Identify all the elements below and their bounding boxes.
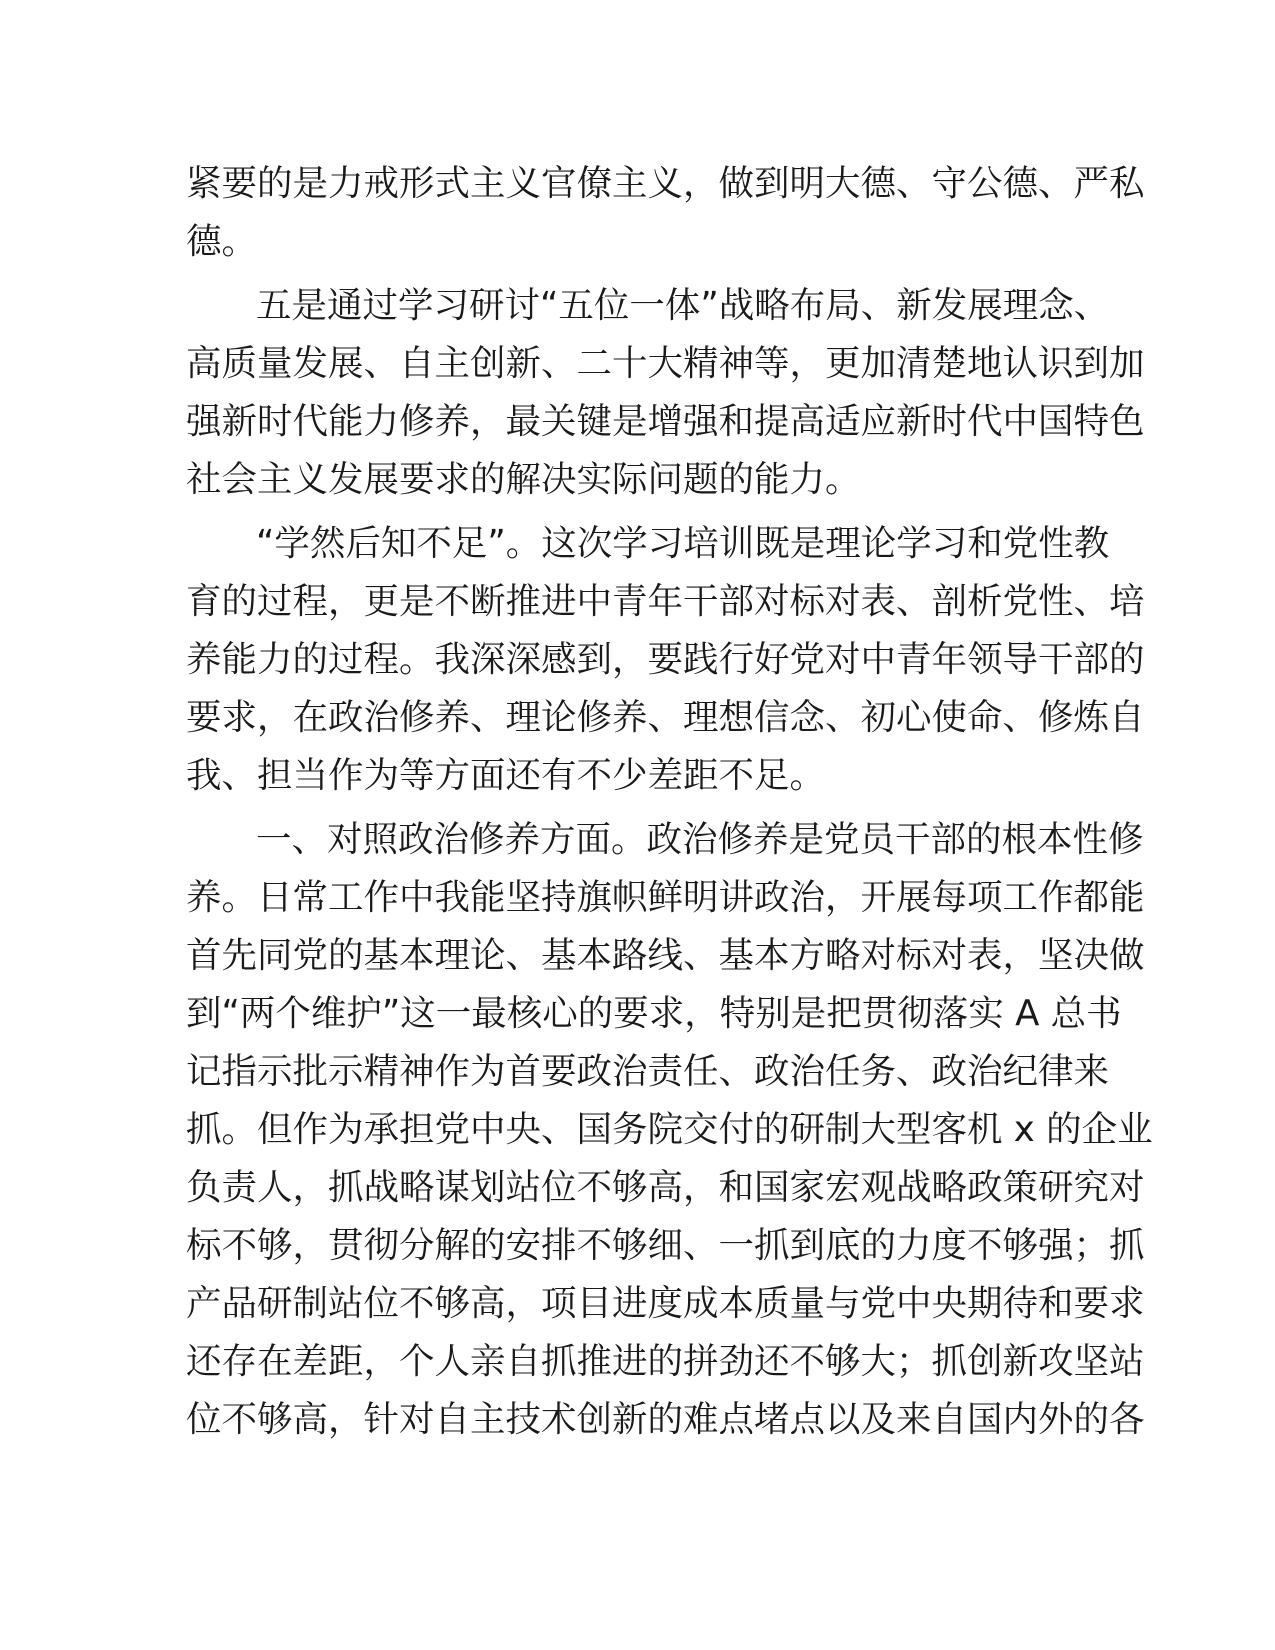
text-line: 社会主义发展要求的解决实际问题的能力。 [186, 459, 861, 500]
text-line: “学然后知不足”。这次学习培训既是理论学习和党性教 [256, 523, 1110, 564]
paragraph-continued [186, 155, 1145, 271]
text-line: 抓。但作为承担党中央、国务院交付的研制大型客机 x 的企业 [186, 1109, 1153, 1150]
text-line: 到“两个维护”这一最核心的要求，特别是把贯彻落实 A 总书 [186, 993, 1122, 1034]
text-line: 紧要的是力戒形式主义官僚主义，做到明大德、守公德、严私 [186, 163, 1145, 204]
text-line: 我、担当作为等方面还有不少差距不足。 [186, 755, 826, 796]
text-line: 强新时代能力修养，最关键是增强和提高适应新时代中国特色 [186, 401, 1145, 442]
paragraph-point-five [186, 277, 1145, 509]
text-line: 记指示批示精神作为首要政治责任、政治任务、政治纪律来 [186, 1051, 1110, 1092]
paragraph-reflection [186, 515, 1145, 805]
paragraph-political-cultivation [186, 811, 1153, 1449]
text-line: 高质量发展、自主创新、二十大精神等，更加清楚地认识到加 [186, 343, 1145, 384]
text-line: 一、对照政治修养方面。政治修养是党员干部的根本性修 [256, 819, 1144, 860]
text-line: 五是通过学习研讨“五位一体”战略布局、新发展理念、 [256, 285, 1110, 326]
text-line: 还存在差距，个人亲自抓推进的拼劲还不够大；抓创新攻坚站 [186, 1341, 1145, 1382]
text-line: 养。日常工作中我能坚持旗帜鲜明讲政治，开展每项工作都能 [186, 877, 1145, 918]
text-line: 养能力的过程。我深深感到，要践行好党对中青年领导干部的 [186, 639, 1145, 680]
document-body [186, 155, 1153, 1455]
text-line: 位不够高，针对自主技术创新的难点堵点以及来自国内外的各 [186, 1399, 1145, 1440]
text-line: 标不够，贯彻分解的安排不够细、一抓到底的力度不够强；抓 [186, 1225, 1145, 1266]
text-line: 育的过程，更是不断推进中青年干部对标对表、剖析党性、培 [186, 581, 1145, 622]
text-line: 要求，在政治修养、理论修养、理想信念、初心使命、修炼自 [186, 697, 1145, 738]
text-line: 首先同党的基本理论、基本路线、基本方略对标对表，坚决做 [186, 935, 1145, 976]
text-line: 德。 [186, 221, 258, 262]
text-line: 负责人，抓战略谋划站位不够高，和国家宏观战略政策研究对 [186, 1167, 1145, 1208]
text-line: 产品研制站位不够高，项目进度成本质量与党中央期待和要求 [186, 1283, 1145, 1324]
